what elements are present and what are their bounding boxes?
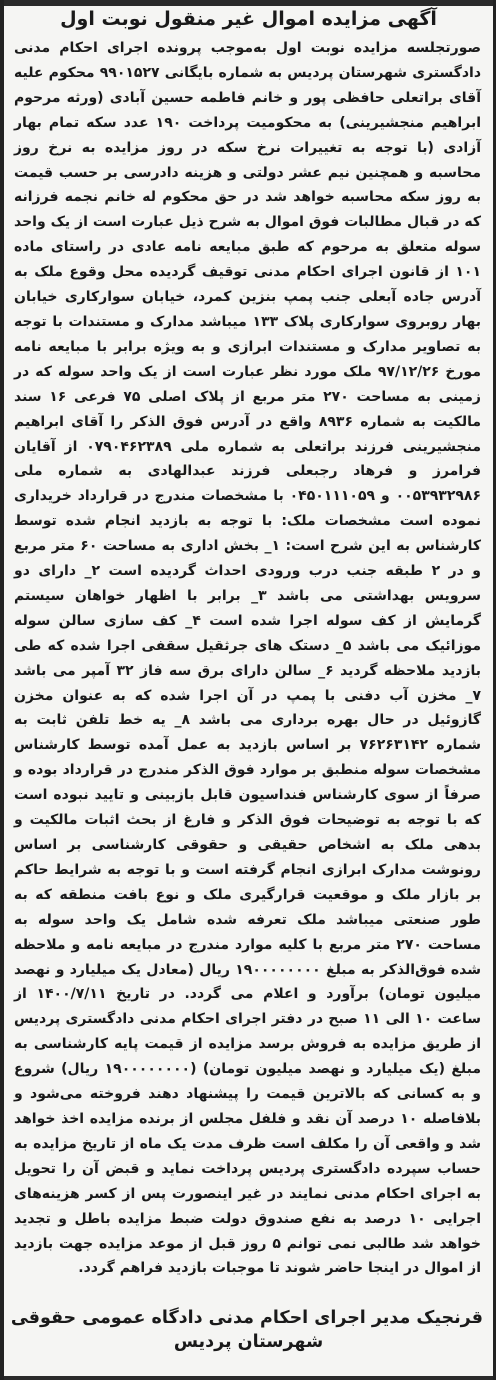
bottom-border [4,1376,493,1380]
signature-line-2: شهرستان پردیس [173,1332,324,1352]
signature-line-1: قرنجیک مدیر اجرای احکام مدنی دادگاه عمومی حقوقی [10,1308,483,1328]
notice-title: آگهی مزایده اموال غیر منقول نوبت اول [60,8,437,30]
notice-signature [10,1306,483,1354]
notice-body [14,36,481,1281]
notice-body-text: صورتجلسه مزایده نوبت اول به‌موجب پرونده اجرای احکام مدنی دادگستری شهرستان پردیس به شماره بایگانی ۹۹۰۱۵۲۷ محکوم علیه آقای براتعلی حافظی پور و خانم فاطمه حسین آبادی (ورثه مرحوم ابراهیم منجشیرینی) به محکومیت پرداخت ۱۹۰ عدد سکه تمام بهار آزادی (با توجه به تغییرات نرخ سکه در روز مزایده به نرخ روز محاسبه و همچنین نیم عشر دولتی و هزینه دادرسی بر حسب قیمت به روز سکه محاسبه خواهد شد در حق محکوم له خانم نجمه فرزانه که در قبال مطالبات فوق اموال به شرح ذیل عبارت است از یک واحد سوله متعلق به مرحوم که طبق مبایعه نامه عادی در راستای ماده ۱۰۱ از قانون اجرای احکام مدنی توقیف گردیده محل وقوع ملک به آدرس جاده آبعلی جنب پمپ بنزین کمرد، خیابان سوارکاری خیابان بهار روبروی سوارکاری پلاک ۱۳۳ میباشد مدارک و مستندات با توجه به تصاویر مدارک و مستندات ابرازی و به ویژه برابر با مبایعه نامه مورخ ۹۷/۱۲/۲۶ ملک مورد نظر عبارت است از یک واحد سوله که در زمینی به مساحت ۲۷۰ متر مربع از پلاک اصلی ۷۵ فرعی ۱۶ سند مالکیت به شماره ۸۹۳۶ واقع در آدرس فوق الذکر را آقای ابراهیم منجشیرینی فرزند براتعلی به شماره ملی ۰۷۹۰۴۶۲۳۸۹ از آقایان فرامرز و فرهاد رجبعلی فرزند عبدالهادی به شماره ملی ۰۰۵۳۹۳۲۹۸۶ و ۰۴۵۰۱۱۱۰۵۹ با مشخصات مندرج در قرارداد خریداری نموده است مشخصات ملک: با توجه به بازدید انجام شده توسط کارشناس به این شرح است: ۱_ بخش اداری به مساحت ۶۰ متر مربع و در ۲ طبقه جنب درب ورودی احداث گردیده است ۲_ دارای دو سرویس بهداشتی می باشد ۳_ برابر با اظهار خواهان سیستم گرمایش از کف سوله اجرا شده است ۴_ کف سازی سالن سوله موزائیک می باشد ۵_ دستک های جرثقیل سقفی اجرا شده که طی بازدید ملاحظه گردید ۶_ سالن دارای برق سه فاز ۳۲ آمپر می باشد ۷_ مخزن آب دفنی با پمپ در آن اجرا شده که به عنوان مخزن گازوئیل در حال بهره برداری می باشد ۸_ یه خط تلفن ثابت به شماره ۷۶۲۶۳۱۴۲ بر اساس بازدید به عمل آمده توسط کارشناس مشخصات سوله منطبق بر موارد فوق الذکر مندرج در قرارداد بوده و صرفاً از سوی کارشناس فنداسیون قابل بازبینی و تایید نبوده است که با توجه به توضیحات فوق الذکر و فارغ از بحث اثبات مالکیت و بدهی ملک به اشخاص حقیقی و حقوقی کارشناسی بر اساس رونوشت مدارک ابرازی انجام گرفته است و با توجه به شرایط حاکم بر بازار ملک و موقعیت قرارگیری ملک و نوع بافت منطقه که به طور صنعتی میباشد ملک تعرفه شده شامل یک واحد سوله به مساحت ۲۷۰ متر مربع با کلیه موارد مندرج در مبایعه نامه و ملاحظه شده فوق‌الذکر به مبلغ ۱۹۰۰۰۰۰۰۰۰ ریال (معادل یک میلیارد و نهصد میلیون تومان) برآورد و اعلام می گردد. در تاریخ ۱۴۰۰/۷/۱۱ از ساعت ۱۰ الی ۱۱ صبح در دفتر اجرای احکام مدنی دادگستری پردیس از طریق مزایده به فروش برسد مزایده از قیمت پایه کارشناسی به مبلغ (یک میلیارد و نهصد میلیون تومان) (۱۹۰۰۰۰۰۰۰۰ ریال) شروع و به کسانی که بالاترین قیمت را پیشنهاد دهند فروخته می‌شود و بلافاصله ۱۰ درصد آن نقد و فلفل مجلس از برنده مزایده اخذ خواهد شد و واقعی آن را مکلف است ظرف مدت یک ماه از تاریخ مزایده به حساب سپرده دادگستری پردیس پرداخت نماید و قبض آن را تحویل به اجرای احکام مدنی نمایند در غیر اینصورت پس از کسر هزینه‌های اجرایی ۱۰ درصد به نفع صندوق دولت ضبط مزایده باطل و تجدید خواهد شد طالبی نمی توانم ۵ روز قبل از موعد مزایده جهت بازدید از اموال در اینجا حاضر شوند تا موجبات بازدید فراهم گردد. [14,40,482,1277]
